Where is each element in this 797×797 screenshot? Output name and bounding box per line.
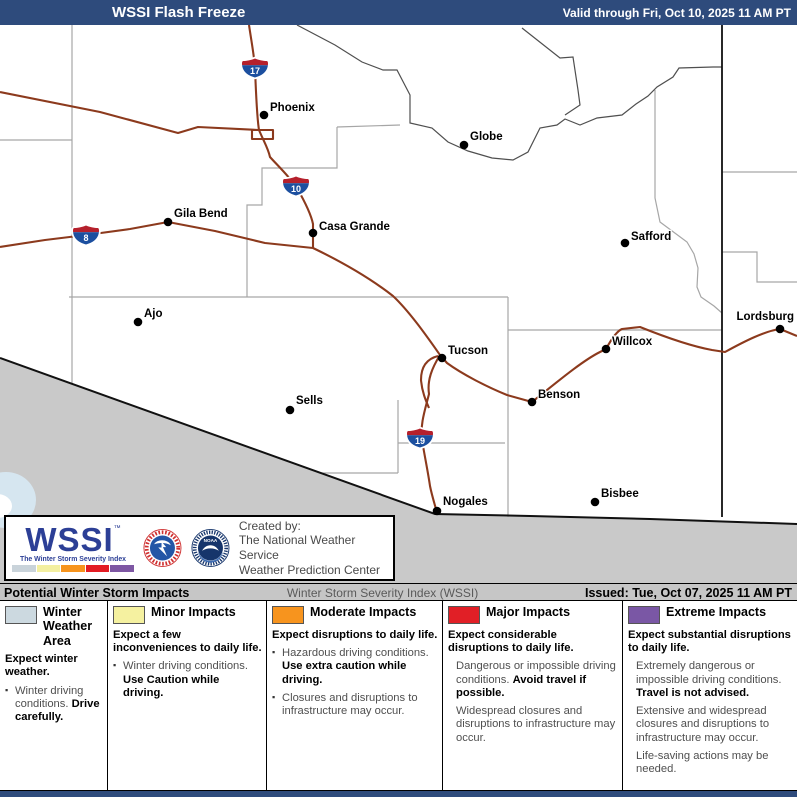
legend-text-segment: Widespread closures and disruptions to infrastructure may occur.	[456, 705, 616, 744]
nws-logo-icon	[143, 527, 182, 569]
legend-text-segment: Travel is not advised.	[636, 686, 750, 699]
legend-title: Moderate Impacts	[310, 605, 417, 619]
org-name-line2: Weather Prediction Center	[238, 562, 381, 577]
legend-text-item	[272, 629, 438, 642]
legend-text-item	[628, 705, 793, 745]
wssi-wordmark: WSSI	[25, 520, 114, 558]
city-label: Sells	[296, 395, 323, 407]
legend-column-winter-weather-area	[0, 601, 107, 790]
severity-color-segment	[61, 565, 85, 572]
legend-title: Minor Impacts	[151, 605, 236, 619]
city-label: Gila Bend	[174, 208, 228, 220]
legend-text-item	[448, 629, 618, 655]
legend-text-segment: Expect considerable disruptions to daily life.	[448, 629, 574, 655]
legend-text-item	[628, 660, 793, 700]
legend-title: Winter Weather Area	[43, 605, 93, 648]
city-label: Globe	[470, 131, 503, 143]
trademark-symbol: ™	[113, 524, 121, 532]
legend-text-segment: Drive carefully.	[15, 697, 100, 723]
legend-text-segment: Hazardous driving conditions.	[282, 647, 429, 660]
legend-swatch	[113, 606, 145, 624]
org-name-line1: The National Weather Service	[238, 533, 356, 562]
legend-column-extreme-impacts	[622, 601, 797, 790]
legend-text-segment: Use extra caution while driving.	[282, 660, 407, 686]
credit-text	[239, 519, 387, 578]
legend-column-moderate-impacts	[266, 601, 442, 790]
wssi-logo	[12, 520, 134, 572]
legend-header	[272, 605, 438, 624]
severity-color-segment	[37, 565, 61, 572]
legend-text-segment: Dangerous or impossible driving conditions.	[456, 660, 616, 686]
legend-text-segment: Expect winter weather.	[5, 653, 78, 679]
legend-header	[448, 605, 618, 624]
issued-label: Issued: Tue, Oct 07, 2025 11 AM PT	[584, 586, 792, 600]
legend-swatch	[448, 606, 480, 624]
shield-number: 17	[249, 66, 261, 76]
legend-title: Major Impacts	[486, 605, 571, 619]
legend-text-item	[272, 647, 438, 687]
shield-number: 10	[290, 184, 302, 194]
legend-text-segment: Closures and disruptions to infrastructure may occur.	[282, 691, 418, 718]
legend-header	[113, 605, 262, 624]
impact-legend	[0, 601, 797, 790]
legend-header	[5, 605, 103, 648]
legend-text-segment: Life-saving actions may be needed.	[636, 749, 769, 775]
city-label: Lordsburg	[736, 311, 794, 323]
city-label: Safford	[631, 231, 672, 243]
city-label: Casa Grande	[319, 221, 390, 233]
legend-text-segment: Use Caution while driving.	[123, 673, 220, 699]
bottom-accent-strip	[0, 790, 797, 797]
legend-text-item	[113, 629, 262, 655]
legend-text-item	[5, 685, 103, 725]
legend-swatch	[628, 606, 660, 624]
legend-text-item	[113, 660, 262, 700]
shield-number: 8	[83, 233, 89, 243]
status-bar-title: Potential Winter Storm Impacts	[4, 586, 190, 600]
legend-column-minor-impacts	[107, 601, 266, 790]
legend-text-segment: Avoid travel if possible.	[456, 673, 587, 699]
legend-text-segment: Expect substantial disruptions to daily life.	[628, 629, 791, 655]
wssi-logo-box	[4, 515, 395, 581]
legend-text-item	[5, 653, 103, 679]
city-label: Phoenix	[270, 102, 315, 114]
page-title: WSSI Flash Freeze	[112, 4, 246, 21]
legend-text-item	[628, 629, 793, 655]
severity-color-segment	[110, 565, 134, 572]
city-label: Willcox	[612, 336, 653, 348]
status-bar-subtitle: Winter Storm Severity Index (WSSI)	[286, 586, 479, 600]
legend-text-segment: Winter driving conditions.	[123, 660, 248, 673]
legend-text-segment: Extremely dangerous or impossible driving conditions.	[636, 660, 782, 686]
status-bar	[0, 583, 797, 601]
shield-number: 19	[414, 436, 426, 446]
legend-text-item	[272, 692, 438, 718]
wssi-severity-colorbar	[12, 565, 134, 572]
legend-text-item	[448, 660, 618, 700]
severity-color-segment	[12, 565, 36, 572]
city-label: Benson	[538, 389, 581, 401]
noaa-logo-icon	[191, 527, 230, 569]
wssi-tagline: The Winter Storm Severity Index	[19, 555, 126, 563]
map-svg	[0, 25, 797, 583]
legend-text-item	[628, 750, 793, 776]
city-label: Nogales	[443, 496, 488, 508]
legend-column-major-impacts	[442, 601, 622, 790]
legend-text-segment: Expect a few inconveniences to daily life.	[113, 629, 262, 655]
legend-text-segment: Winter driving conditions.	[15, 684, 84, 710]
legend-swatch	[5, 606, 37, 624]
legend-header	[628, 605, 793, 624]
legend-title: Extreme Impacts	[666, 605, 767, 619]
city-label: Tucson	[448, 345, 489, 357]
created-by-label: Created by:	[238, 518, 301, 533]
weather-impact-map	[0, 25, 797, 583]
city-label: Bisbee	[601, 488, 639, 500]
legend-swatch	[272, 606, 304, 624]
svg-text:NOAA: NOAA	[203, 537, 218, 543]
legend-text-item	[448, 705, 618, 745]
legend-text-segment: Expect disruptions to daily life.	[272, 629, 438, 641]
severity-color-segment	[86, 565, 110, 572]
header-bar	[0, 0, 797, 25]
city-label: Ajo	[144, 308, 163, 320]
valid-through-label: Valid through Fri, Oct 10, 2025 11 AM PT	[562, 6, 791, 20]
legend-text-segment: Extensive and widespread closures and disruptions to infrastructure may occur.	[636, 705, 770, 744]
